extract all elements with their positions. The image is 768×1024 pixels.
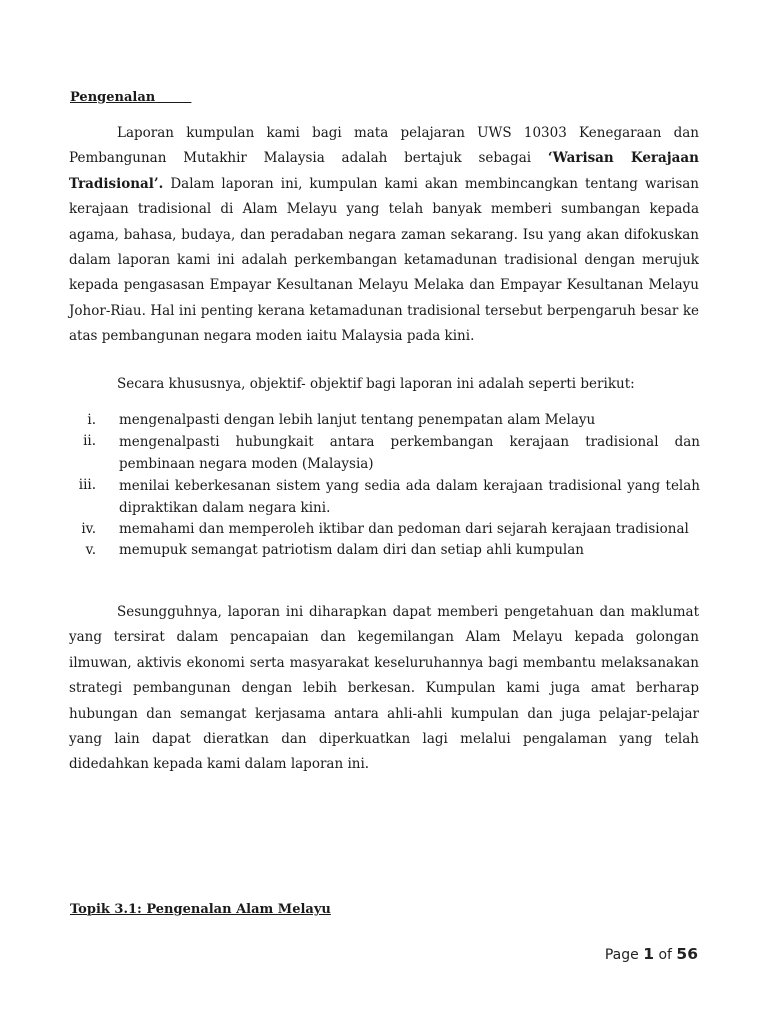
total-pages-number: 56 — [676, 945, 698, 963]
list-item — [70, 540, 700, 561]
intro-paragraph-text-start: Laporan kumpulan kami bagi mata pelajaran UWS 10303 Kenegaraan dan Pembangunan Mutakhir Malaysia adalah bertajuk sebagai — [69, 125, 699, 167]
list-item-text: mengenalpasti hubungkait antara perkembangan kerajaan tradisional dan pembinaan negara moden (Malaysia) — [119, 434, 700, 472]
list-item-number: ii. — [83, 433, 96, 449]
section-heading-pengenalan — [70, 90, 191, 105]
intro-paragraph — [69, 121, 699, 350]
list-item-number: iv. — [81, 521, 96, 537]
objectives-list — [70, 410, 700, 561]
list-item — [70, 519, 700, 540]
objectives-intro: Secara khususnya, objektif- objektif bagi laporan ini adalah seperti berikut: — [117, 376, 635, 392]
list-item-number: v. — [85, 542, 96, 558]
list-item — [70, 410, 700, 431]
list-item-text: menilai keberkesanan sistem yang sedia ada dalam kerajaan tradisional yang telah dipraktikan dalam negara kini. — [119, 478, 700, 516]
footer-page-label: Page — [604, 947, 639, 963]
closing-paragraph: Sesungguhnya, laporan ini diharapkan dapat memberi pengetahuan dan maklumat yang tersirat dalam pencapaian dan kegemilangan Alam Melayu kepada golongan ilmuwan, aktivis ekonomi serta masyarakat keseluruhannya bagi membantu melaksanakan strategi pembangunan dengan lebih berkesan. Kumpulan kami juga amat berharap hubungan dan semangat kerjasama antara ahli-ahli kumpulan dan juga pelajar-pelajar yang lain dapat dieratkan dan diperkuatkan lagi melalui pengalaman yang telah didedahkan kepada kami dalam laporan ini. — [69, 604, 699, 773]
list-item — [70, 431, 700, 475]
report-title-bold: ‘Warisan Kerajaan Tradisional’. — [69, 150, 699, 192]
list-item-number: iii. — [78, 477, 96, 493]
list-item-number: i. — [87, 412, 96, 428]
heading-text: Pengenalan — [70, 90, 156, 105]
list-item-text: memupuk semangat patriotism dalam diri dan setiap ahli kumpulan — [119, 542, 584, 558]
list-item — [70, 475, 700, 519]
list-item-text: memahami dan memperoleh iktibar dan pedoman dari sejarah kerajaan tradisional — [119, 521, 689, 537]
list-item-text: mengenalpasti dengan lebih lanjut tentang penempatan alam Melayu — [119, 412, 596, 428]
current-page-number: 1 — [643, 945, 655, 963]
footer-of-label: of — [658, 947, 672, 963]
intro-paragraph-text-end: Dalam laporan ini, kumpulan kami akan membincangkan tentang warisan kerajaan tradisional di Alam Melayu yang telah banyak memberi sumbangan kepada agama, bahasa, budaya, dan peradaban negara zaman sekarang. Isu yang akan difokuskan dalam laporan kami ini adalah perkembangan ketamadunan tradisional dengan merujuk kepada pengasasan Empayar Kesultanan Melayu Melaka dan Empayar Kesultanan Melayu Johor-Riau. Hal ini penting kerana ketamadunan tradisional tersebut berpengaruh besar ke atas pembangunan negara moden iaitu Malaysia pada kini. — [69, 175, 699, 345]
page-number-footer — [605, 945, 698, 963]
heading-trailing-underline — [155, 90, 191, 105]
section-heading-topik: Topik 3.1: Pengenalan Alam Melayu — [70, 902, 331, 917]
